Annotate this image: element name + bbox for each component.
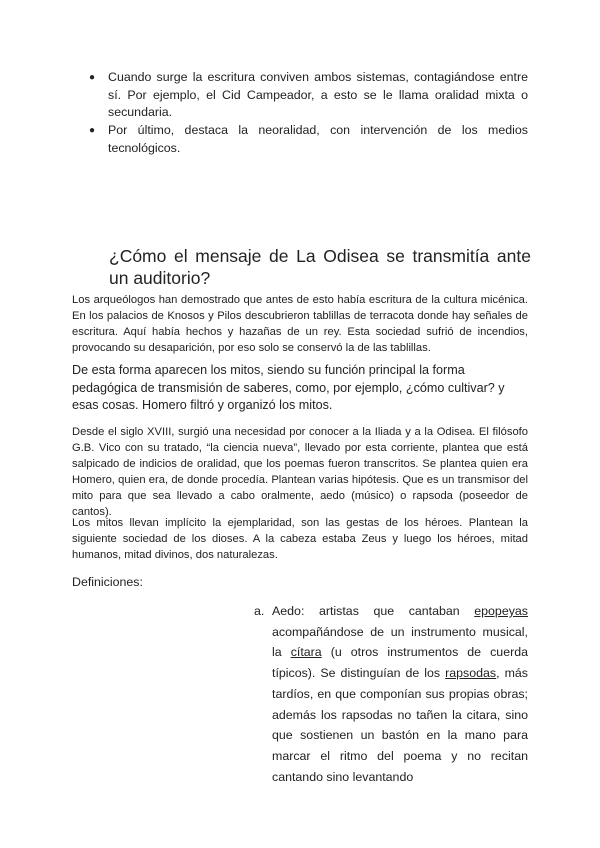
definition-list xyxy=(254,601,528,787)
paragraph-vico: Desde el siglo XVIII, surgió una necesidad por conocer a la Iliada y a la Odisea. El filósofo G.B. Vico con su tratado, “la ciencia nueva”, llevado por esta corriente, plantea que está salpicado de indicios de oralidad, que los poemas fueron transcritos. Se plantea quien era Homero, quien era, de donde procedía. Plantean varias hipótesis. Que es un transmisor del mito para que sea llevado a cabo oralmente, aedo (músico) o rapsoda (poseedor de cantos). xyxy=(72,426,528,518)
section-heading: ¿Cómo el mensaje de La Odisea se transmitía ante un auditorio? xyxy=(109,246,531,288)
paragraph-archaeology: Los arqueólogos han demostrado que antes de esto había escritura de la cultura micénica. En los palacios de Knosos y Pilos descubrieron tablillas de terracota donde hay señales de escritura. Aquí había hechos y hazañas de un rey. Esta sociedad sufrió de incendios, provocando su desaparición, por eso solo se conservó la de las tablillas. xyxy=(72,294,528,354)
definition-text: (u otros instrumentos de cuerda típicos). Se distinguían de los xyxy=(272,645,528,681)
bullet-list xyxy=(86,69,528,158)
link-epopeyas[interactable]: epopeyas xyxy=(474,604,528,618)
list-item xyxy=(86,122,528,157)
bullet-icon: ● xyxy=(89,125,96,136)
definition-item-aedo xyxy=(254,601,528,787)
list-item xyxy=(86,69,528,122)
definition-text: acompañándose de un instrumento musical, la xyxy=(272,624,528,660)
bullet-text: Por último, destaca la neoralidad, con intervención de los medios tecnológicos. xyxy=(108,123,528,155)
paragraph-exemplarity: Los mitos llevan implícito la ejemplaridad, son las gestas de los héroes. Plantean la siguiente sociedad de los dioses. A la cabeza estaba Zeus y luego los héroes, mitad humanos, mitad divinos, dos naturalezas. xyxy=(72,517,528,561)
bullet-text: Cuando surge la escritura conviven ambos sistemas, contagiándose entre sí. Por ejemplo, el Cid Campeador, a esto se le llama oralidad mixta o secundaria. xyxy=(108,70,528,119)
list-marker: a. xyxy=(254,604,265,618)
definition-text: Aedo: artistas que cantaban xyxy=(272,604,475,618)
definition-text: , más tardíos, en que componían sus propias obras; además los rapsodas no tañen la citara, sino que sostienen un bastón en la mano para marcar el ritmo del poema y no recitan cantando sino levantando xyxy=(272,666,528,784)
bullet-icon: ● xyxy=(89,72,96,83)
paragraph-myths: De esta forma aparecen los mitos, siendo su función principal la forma pedagógica de transmisión de saberes, como, por ejemplo, ¿cómo cultivar? y esas cosas. Homero filtró y organizó los mitos. xyxy=(72,363,505,412)
link-rapsodas[interactable]: rapsodas xyxy=(445,666,497,681)
link-citara[interactable]: cítara xyxy=(290,645,322,660)
definitions-label: Definiciones: xyxy=(72,575,143,589)
